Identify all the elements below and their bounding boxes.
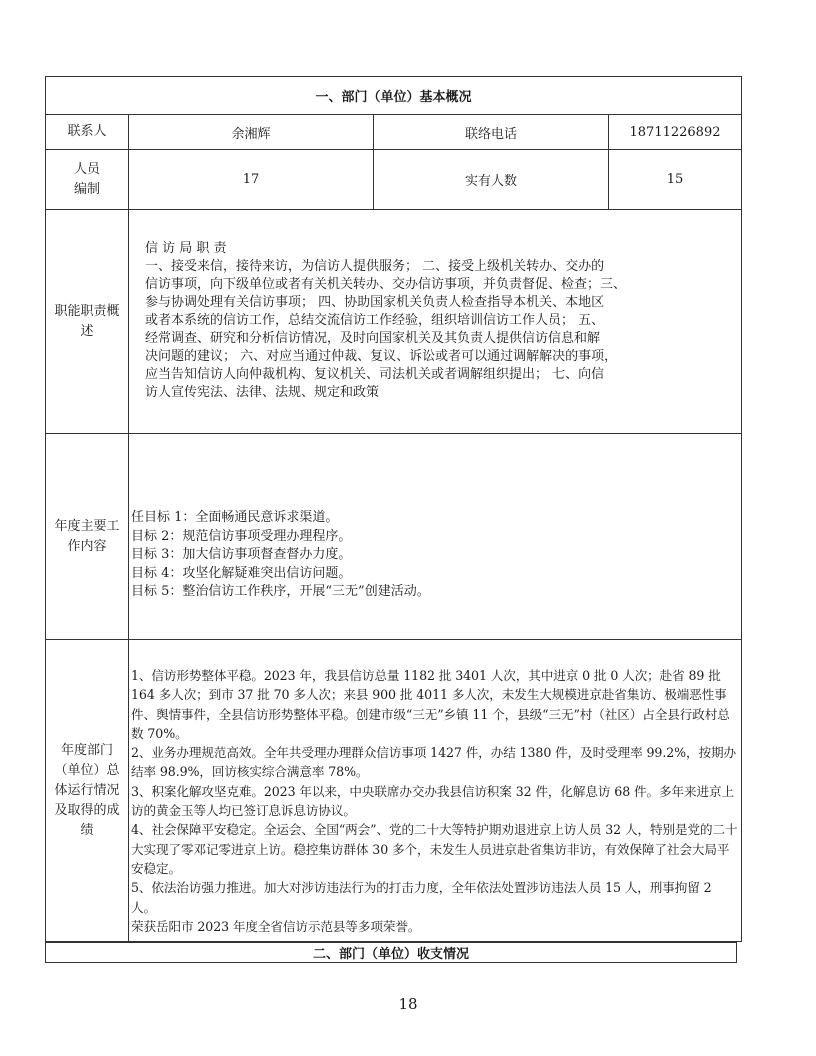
section1-title: 一、部门（单位）基本概况 (315, 90, 472, 105)
duties-line: 信 访 局 职 责 (145, 241, 227, 256)
duties-line: 应当告知信访人向仲裁机构、复议机关、司法机关或者调解组织提出； 七、向信 (145, 367, 605, 382)
result-item: 2、业务办理规范高效。全年共受理办理群众信访事项 1427 件，办结 1380 件，及时受理率 99.2%，按期办结率 98.9%，回访核实综合满意率 78%。 (131, 745, 736, 780)
results-row (46, 639, 741, 941)
staffing-row (46, 149, 741, 209)
staffing-value: 17 (128, 150, 373, 209)
duties-line: 参与协调处理有关信访事项； 四、协助国家机关负责人检查指导本机关、本地区 (145, 295, 605, 310)
result-item: 荣获岳阳市 2023 年度全省信访示范县等多项荣誉。 (131, 918, 421, 934)
contact-name: 余湘辉 (128, 115, 373, 149)
result-item: 5、依法治访强力推进。加大对涉访违法行为的打击力度，全年依法处置涉访违法人员 15 人，刑事拘留 2 人。 (131, 880, 712, 915)
actual-staff-label: 实有人数 (373, 150, 608, 209)
goal-item: 目标 4：攻坚化解疑难突出信访问题。 (131, 565, 352, 581)
contact-label: 联系人 (67, 124, 107, 139)
duties-line: 一、接受来信，接待来访，为信访人提供服务； 二、接受上级机关转办、交办的 (145, 259, 605, 274)
phone-value: 18711226892 (608, 115, 741, 149)
phone-label: 联络电话 (373, 115, 608, 149)
duties-text (128, 210, 741, 433)
duties-line: 或者本系统的信访工作，总结交流信访工作经验，组织培训信访工作人员； 五、 (145, 313, 605, 328)
goal-item: 目标 5：整治信访工作秩序，开展“三无”创建活动。 (131, 584, 430, 599)
staffing-label-line1: 人员 (73, 161, 100, 177)
results-text (128, 640, 741, 941)
result-item: 3、积案化解攻坚克难。2023 年以来，中央联席办交办我县信访积案 32 件，化解息访 68 件。多年来进京上访的黄金玉等人均已签订息诉息访协议。 (131, 783, 734, 819)
goals-text (128, 434, 741, 639)
result-item: 1、信访形势整体平稳。2023 年，我县信访总量 1182 批 3401 人次，其中进京 0 批 0 人次；赴省 89 批 164 多人次；到市 37 批 70 多人次；来县 900 批 4011 多人次，未发生大规模进京赴省集访、极端恶性事件、舆情事件，全县信访形势整体平稳。创建市级“三无”乡镇 11 个，县级“三无”村（社区）占全县行政村总数 70%。 (131, 668, 730, 741)
duties-label: 职能职责概述 (54, 303, 120, 339)
goal-item: 目标 3：加大信访事项督查督办力度。 (131, 547, 352, 562)
section2-title: 二、部门（单位）收支情况 (45, 942, 737, 963)
duties-line: 决问题的建议； 六、对应当通过仲裁、复议、诉讼或者可以通过调解解决的事项， (145, 349, 618, 364)
results-label: 年度部门（单位）总体运行情况及取得的成绩 (54, 742, 120, 838)
goals-label: 年度主要工作内容 (54, 518, 120, 554)
duties-line: 经常调查、研究和分析信访情况，及时向国家机关及其负责人提供信访信息和解 (145, 331, 601, 346)
goal-item: 任目标 1：全面畅通民意诉求渠道。 (131, 510, 339, 525)
result-item: 4、社会保障平安稳定。全运会、全国“两会”、党的二十大等特护期劝退进京上访人员 32 人，特别是党的二十大实现了零邓记零进京上访。稳控集访群体 30 多个，未发生人员进京赴省集访非访，有效保障了社会大局平安稳定。 (131, 822, 738, 876)
staffing-label-line2: 编制 (73, 181, 100, 197)
section1-header-row (46, 77, 741, 114)
goal-item: 目标 2：规范信访事项受理办理程序。 (131, 528, 352, 544)
contact-row (46, 114, 741, 149)
basic-info-table (45, 76, 742, 942)
goals-row (46, 433, 741, 639)
actual-staff-value: 15 (608, 150, 741, 209)
staffing-label (46, 150, 128, 209)
duties-line: 访人宣传宪法、法律、法规、规定和政策 (145, 385, 380, 400)
duties-row (46, 209, 741, 433)
duties-line: 信访事项，向下级单位或者有关机关转办、交办信访事项，并负责督促、检查；三、 (145, 277, 627, 292)
page-number: 18 (398, 995, 418, 1013)
